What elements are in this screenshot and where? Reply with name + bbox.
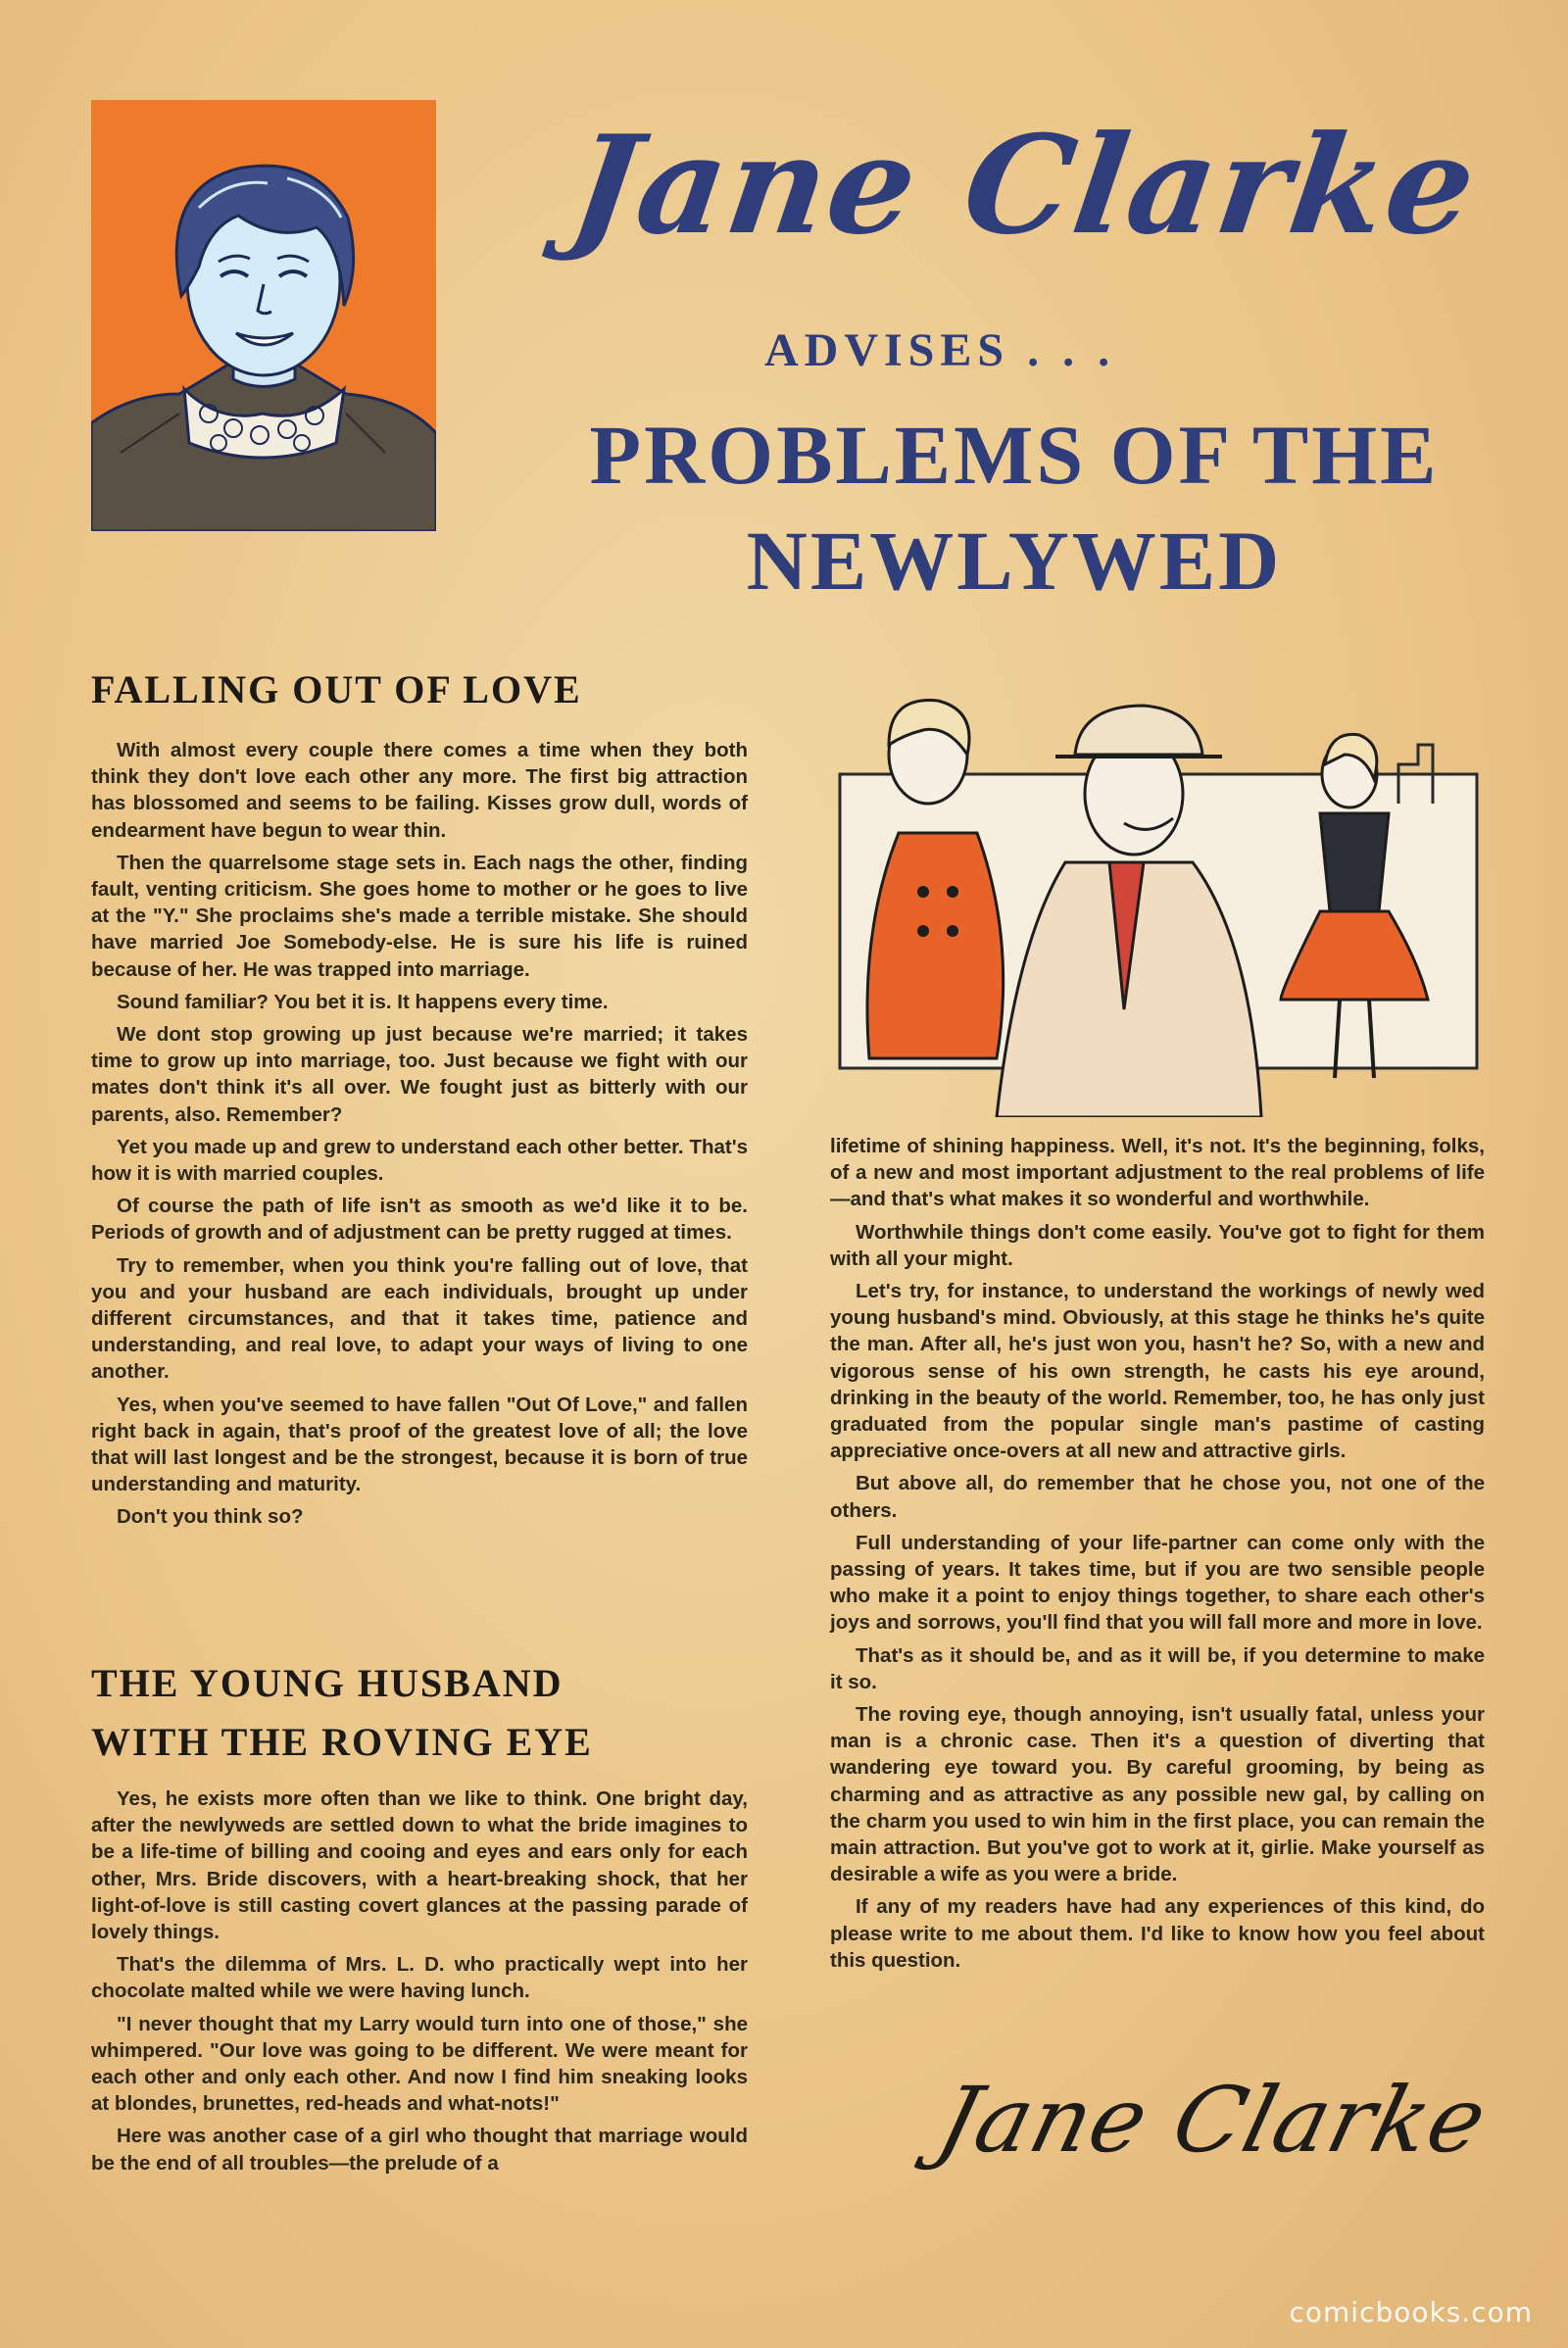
paragraph: If any of my readers have had any experiences of this kind, do please write to me about them. I'd like to know how you feel about this question. xyxy=(830,1895,1485,1972)
article-headline xyxy=(529,402,1499,613)
column-3-body xyxy=(830,1133,1485,1980)
husband-roving-eye-illustration-icon xyxy=(830,686,1496,1117)
paragraph: Worthwhile things don't come easily. You've got to fight for them with all your might. xyxy=(830,1220,1485,1270)
headline-line-1: PROBLEMS OF THE xyxy=(589,408,1440,502)
author-signature: Jane Clarke xyxy=(927,2068,1497,2173)
paragraph: Yes, when you've seemed to have fallen "Out Of Love," and fallen right back in again, that's proof of the greatest love of all; the love that will last longest and be the strongest, because it is born of true understanding and maturity. xyxy=(91,1393,748,1496)
woman-portrait-icon xyxy=(91,100,436,531)
heading-line-1: THE YOUNG HUSBAND xyxy=(91,1661,564,1705)
paragraph: That's as it should be, and as it will be, if you determine to make it so. xyxy=(830,1643,1485,1693)
site-watermark: comicbooks.com xyxy=(1289,2296,1533,2328)
advises-subtitle: ADVISES . . . xyxy=(764,324,1116,376)
paragraph: With almost every couple there comes a time when they both think they don't love each other any more. The first big attraction has blossomed and seems to be failing. Kisses grow dull, words of endearment have begun to wear thin. xyxy=(91,739,748,842)
paragraph: We dont stop growing up just because we're married; it takes time to grow up into marriage, too. Just because we fight with our mates don't think it's all over. We fought just as bitterly with our parents, also. Remember? xyxy=(91,1023,748,1126)
paragraph: Let's try, for instance, to understand the workings of newly wed young husband's mind. Obviously, at this stage he thinks he's quite the man. After all, he's just won you, hasn't he? So, with a new and vigorous sense of his own strength, he casts his eye around, drinking in the beauty of the world. Remember, too, he has only just graduated from the popular single man's pastime of casting appreciative once-overs at all new and attractive girls. xyxy=(830,1280,1485,1463)
paragraph: Here was another case of a girl who thought that marriage would be the end of all troubles—the prelude of a xyxy=(91,2125,748,2175)
section-heading-falling-out-of-love: FALLING OUT OF LOVE xyxy=(91,667,582,711)
couple-illustration xyxy=(830,686,1496,1117)
paragraph: lifetime of shining happiness. Well, it's not. It's the beginning, folks, of a new and most important adjustment to the real problems of life—and that's what makes it so wonderful and worthwhile. xyxy=(830,1135,1485,1211)
paragraph: Then the quarrelsome stage sets in. Each nags the other, finding fault, venting criticism. She goes home to mother or he goes to live at the "Y." She proclaims she's made a terrible mistake. She should have married Joe Somebody-else. He is sure his life is ruined because of her. He was trapped into marriage. xyxy=(91,851,748,981)
paragraph: But above all, do remember that he chose you, not one of the others. xyxy=(830,1472,1485,1522)
masthead-title: Jane Clarke xyxy=(562,105,1487,265)
paragraph: The roving eye, though annoying, isn't usually fatal, unless your man is a chronic case. Then it's a question of diverting that wandering eye toward you. By careful grooming, by being as charming and as attractive as any possible new gal, by calling on the charm you used to win him in the first place, you can remain the main attraction. But you've got to work at it, girlie. Make yourself as desirable a wife as you were a bride. xyxy=(830,1703,1485,1886)
paragraph: Of course the path of life isn't as smooth as we'd like it to be. Periods of growth and of adjustment can be pretty rugged at times. xyxy=(91,1195,748,1245)
headline-line-2: NEWLYWED xyxy=(746,514,1283,608)
paragraph: Don't you think so? xyxy=(117,1505,304,1529)
section-heading-roving-eye xyxy=(91,1654,593,1772)
heading-line-2: WITH THE ROVING EYE xyxy=(91,1720,593,1764)
paragraph: "I never thought that my Larry would turn into one of those," she whimpered. "Our love was going to be different. We were meant for each other and only each other. And now I find him sneaking looks at blondes, brunettes, red-heads and what-nots!" xyxy=(91,2012,748,2116)
portrait-illustration xyxy=(91,100,436,531)
paragraph: Yes, he exists more often than we like to think. One bright day, after the newlyweds are settled down to what the bride imagines to be a life-time of billing and cooing and eyes and ears only for each other, Mrs. Bride discovers, with a heart-breaking shock, that her light-of-love is still casting covert glances at the passing parade of lovely things. xyxy=(91,1787,748,1944)
paragraph: Sound familiar? You bet it is. It happens every time. xyxy=(117,990,609,1013)
paragraph: That's the dilemma of Mrs. L. D. who practically wept into her chocolate malted while we were having lunch. xyxy=(91,1953,748,2003)
section-2-body xyxy=(91,1785,748,2182)
paragraph: Try to remember, when you think you're falling out of love, that you and your husband are each individuals, brought up under different circumstances, and that it takes time, patience and understanding, and real love, to adapt your ways of living to one another. xyxy=(91,1253,748,1384)
paragraph: Full understanding of your life-partner can come only with the passing of years. It takes time, but if you are two sensible people who make it a point to enjoy things together, to share each other's joys and sorrows, you'll find that you will fall more and more in love. xyxy=(830,1531,1485,1635)
section-1-body xyxy=(91,737,748,1537)
paragraph: Yet you made up and grew to understand each other better. That's how it is with married couples. xyxy=(91,1135,748,1186)
